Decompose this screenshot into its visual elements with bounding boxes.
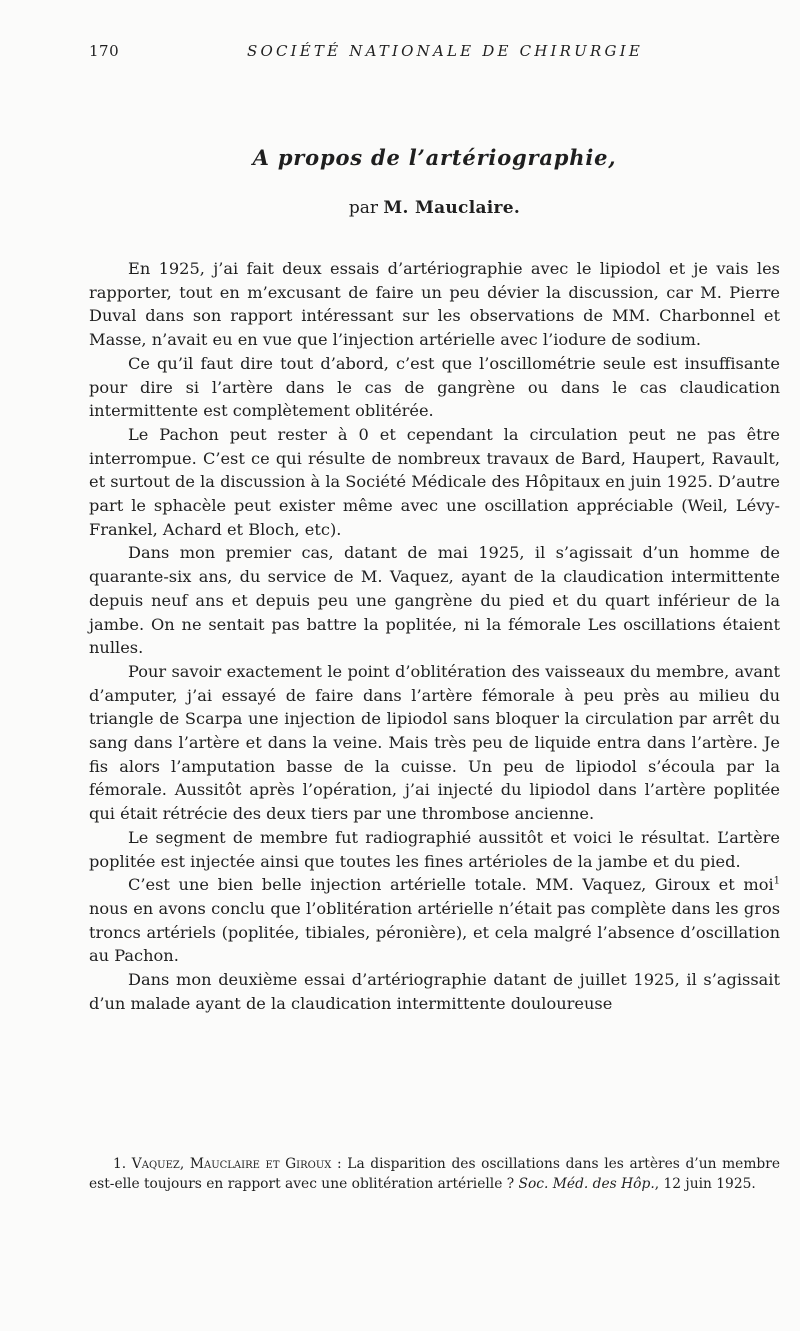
footnote-date: , 12 juin 1925.	[654, 1175, 756, 1192]
footnote-number: 1.	[113, 1156, 127, 1172]
footnotes	[89, 1155, 780, 1194]
footnote-text: : La disparition des oscillations dans les artères d’un membre est-elle toujours en rapport avec une oblitération artérielle ?	[89, 1156, 781, 1192]
byline-prefix: par	[348, 198, 378, 218]
paragraph-with-footnote	[89, 873, 780, 968]
article-body	[89, 257, 780, 1016]
article-title: A propos de l’artériographie,	[252, 145, 617, 170]
paragraph: Pour savoir exactement le point d’oblitération des vaisseaux du membre, avant d’amputer, j’ai essayé de faire dans l’artère fémorale à peu près au milieu du triangle de Scarpa une injection de lipiodol sans bloquer la circulation par arrêt du sang dans l’artère et dans la veine. Mais très peu de liquide entra dans l’artère. Je fis alors l’amputation basse de la cuisse. Un peu de lipiodol s’écoula par la fémorale. Aussitôt après l’opération, j’ai injecté du lipiodol dans l’artère poplitée qui était rétrécie des deux tiers par une thrombose ancienne.	[89, 661, 780, 824]
running-head	[89, 42, 780, 72]
paragraph-text: C’est une bien belle injection artérielle totale. MM. Vaquez, Giroux et moi	[128, 875, 774, 895]
paragraph: Le Pachon peut rester à 0 et cependant la circulation peut ne pas être interrompue. C’est ce qui résulte de nombreux travaux de Bard, Haupert, Ravault, et surtout de la discussion à la Société Médicale des Hôpitaux en juin 1925. D’autre part le sphacèle peut exister même avec une oscillation appréciable (Weil, Lévy-Frankel, Achard et Bloch, etc).	[89, 424, 781, 539]
paragraph: En 1925, j’ai fait deux essais d’artériographie avec le lipiodol et je vais les rapporter, tout en m’excusant de faire un peu dévier la discussion, car M. Pierre Duval dans son rapport intéressant sur les observations de MM. Charbonnel et Masse, n’avait eu en vue que l’injection artérielle avec l’iodure de sodium.	[89, 259, 780, 350]
author-name: M. Mauclaire.	[383, 198, 521, 218]
page-number: 170	[89, 42, 120, 60]
footnote-source: Soc. Méd. des Hôp.	[518, 1175, 655, 1192]
paragraph: Dans mon premier cas, datant de mai 1925, il s’agissait d’un homme de quarante-six ans, du service de M. Vaquez, ayant de la claudication intermittente depuis neuf ans et depuis peu une gangrène du pied et du quart inférieur de la jambe. On ne sentait pas battre la poplitée, ni la fémorale Les oscillations étaient nulles.	[89, 543, 780, 658]
footnote-authors: Vaquez, Mauclaire et Giroux	[131, 1156, 332, 1172]
journal-title: SOCIÉTÉ NATIONALE DE CHIRURGIE	[247, 42, 643, 60]
footnote-reference[interactable]: 1	[773, 875, 780, 887]
page	[89, 0, 780, 1331]
byline	[89, 198, 780, 218]
paragraph: Dans mon deuxième essai d’artériographie datant de juillet 1925, il s’agissait d’un malade ayant de la claudication intermittente douloureuse	[89, 970, 780, 1013]
paragraph-text: nous en avons conclu que l’oblitération artérielle n’était pas complète dans les gros troncs artériels (poplitée, tibiales, péronière), et cela malgré l’absence d’oscillation au Pachon.	[89, 898, 780, 966]
footnote	[89, 1155, 780, 1194]
paragraph: Ce qu’il faut dire tout d’abord, c’est que l’oscillométrie seule est insuffisante pour dire si l’artère dans le cas de gangrène ou dans le cas claudication intermittente est complètement oblitérée.	[89, 353, 780, 421]
paragraph: Le segment de membre fut radiographié aussitôt et voici le résultat. L’artère poplitée est injectée ainsi que toutes les fines artérioles de la jambe et du pied.	[89, 827, 780, 871]
